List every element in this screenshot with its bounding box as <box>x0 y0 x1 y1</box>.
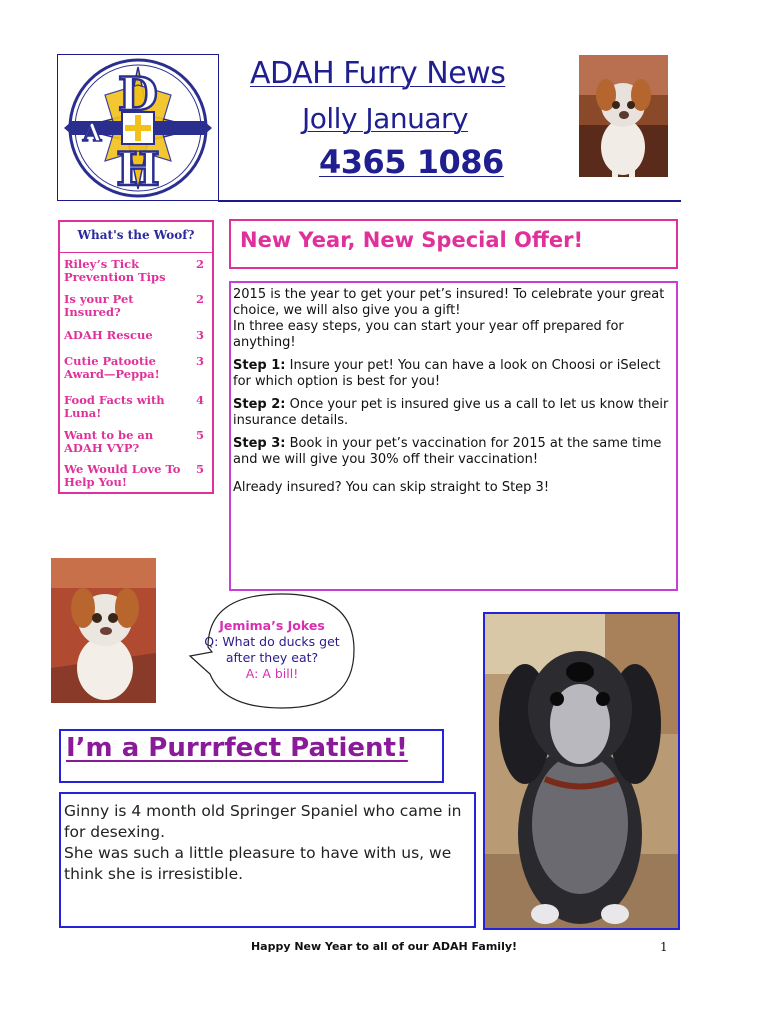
toc-item-label: Food Facts with Luna! <box>64 393 165 420</box>
toc-item[interactable] <box>64 329 210 342</box>
step2-label: Step 2: <box>233 397 286 412</box>
toc-item-page: 3 <box>195 328 204 342</box>
footer-text: Happy New Year to all of our ADAH Family! <box>250 940 518 953</box>
offer-intro: 2015 is the year to get your pet’s insured! To celebrate your great choice, we will also give you a gift! <box>233 287 665 318</box>
patient-line-2: She was such a little pleasure to have with us, we think she is irresistible. <box>64 844 452 883</box>
page-number: 1 <box>660 940 668 954</box>
toc-item-page: 2 <box>195 257 204 271</box>
toc-item[interactable] <box>64 293 210 319</box>
patient-line-1: Ginny is 4 month old Springer Spaniel who came in for desexing. <box>64 802 462 841</box>
newsletter-title: ADAH Furry News <box>250 56 506 91</box>
phone-number: 4365 1086 <box>319 143 504 181</box>
toc-item-label: ADAH Rescue <box>64 328 153 342</box>
footer <box>0 940 770 953</box>
header-frame-divider <box>218 54 219 201</box>
patient-title: I’m a Purrrfect Patient! <box>66 733 408 763</box>
toc-item-page: 3 <box>195 354 204 368</box>
toc-item-label: We Would Love To Help You! <box>64 462 181 489</box>
step2-text: Once your pet is insured give us a call to let us know their insurance details. <box>233 397 669 428</box>
dog-photo-top <box>579 55 668 177</box>
adah-logo <box>58 55 218 200</box>
toc-item-page: 5 <box>195 428 204 442</box>
step3-text: Book in your pet’s vaccination for 2015 at the same time and we will give you 30% off their vaccination! <box>233 436 662 467</box>
offer-outro: Already insured? You can skip straight to Step 3! <box>233 480 550 495</box>
contents-heading: What's the Woof? <box>60 222 212 253</box>
toc-item[interactable] <box>64 429 210 455</box>
jokes-title: Jemima’s Jokes <box>219 618 325 633</box>
toc-item[interactable] <box>64 258 210 284</box>
offer-text <box>233 287 674 503</box>
contents-box <box>58 220 214 494</box>
step1-text: Insure your pet! You can have a look on Choosi or iSelect for which option is best for you! <box>233 358 661 389</box>
toc-item-label: Want to be an ADAH VYP? <box>64 428 154 455</box>
jokes-text <box>196 618 348 682</box>
step1-label: Step 1: <box>233 358 286 373</box>
logo-letter-d: D <box>118 67 158 121</box>
patient-text <box>64 801 469 885</box>
dog-photo-left <box>51 558 156 703</box>
toc-item-page: 5 <box>195 462 204 476</box>
toc-item-page: 4 <box>195 393 204 407</box>
toc-item-label: Is your Pet Insured? <box>64 292 134 319</box>
offer-title: New Year, New Special Offer! <box>240 228 584 252</box>
toc-item[interactable] <box>64 394 210 420</box>
toc-item-label: Cutie Patootie Award—Peppa! <box>64 354 160 381</box>
header-frame-bottom <box>57 200 218 201</box>
toc-item[interactable] <box>64 355 210 381</box>
toc-item-page: 2 <box>195 292 204 306</box>
newsletter-subtitle: Jolly January <box>302 102 469 135</box>
spaniel-photo <box>485 614 678 928</box>
toc-item[interactable] <box>64 463 210 489</box>
jokes-answer: A: A bill! <box>245 666 299 681</box>
header-rule <box>218 200 681 202</box>
logo-letter-h: H <box>116 142 160 196</box>
jokes-question: Q: What do ducks get after they eat? <box>204 634 340 665</box>
toc-item-label: Riley’s Tick Prevention Tips <box>64 257 166 284</box>
step3-label: Step 3: <box>233 436 286 451</box>
logo-letter-a: A <box>82 118 102 147</box>
offer-intro-2: In three easy steps, you can start your year off prepared for anything! <box>233 319 624 350</box>
